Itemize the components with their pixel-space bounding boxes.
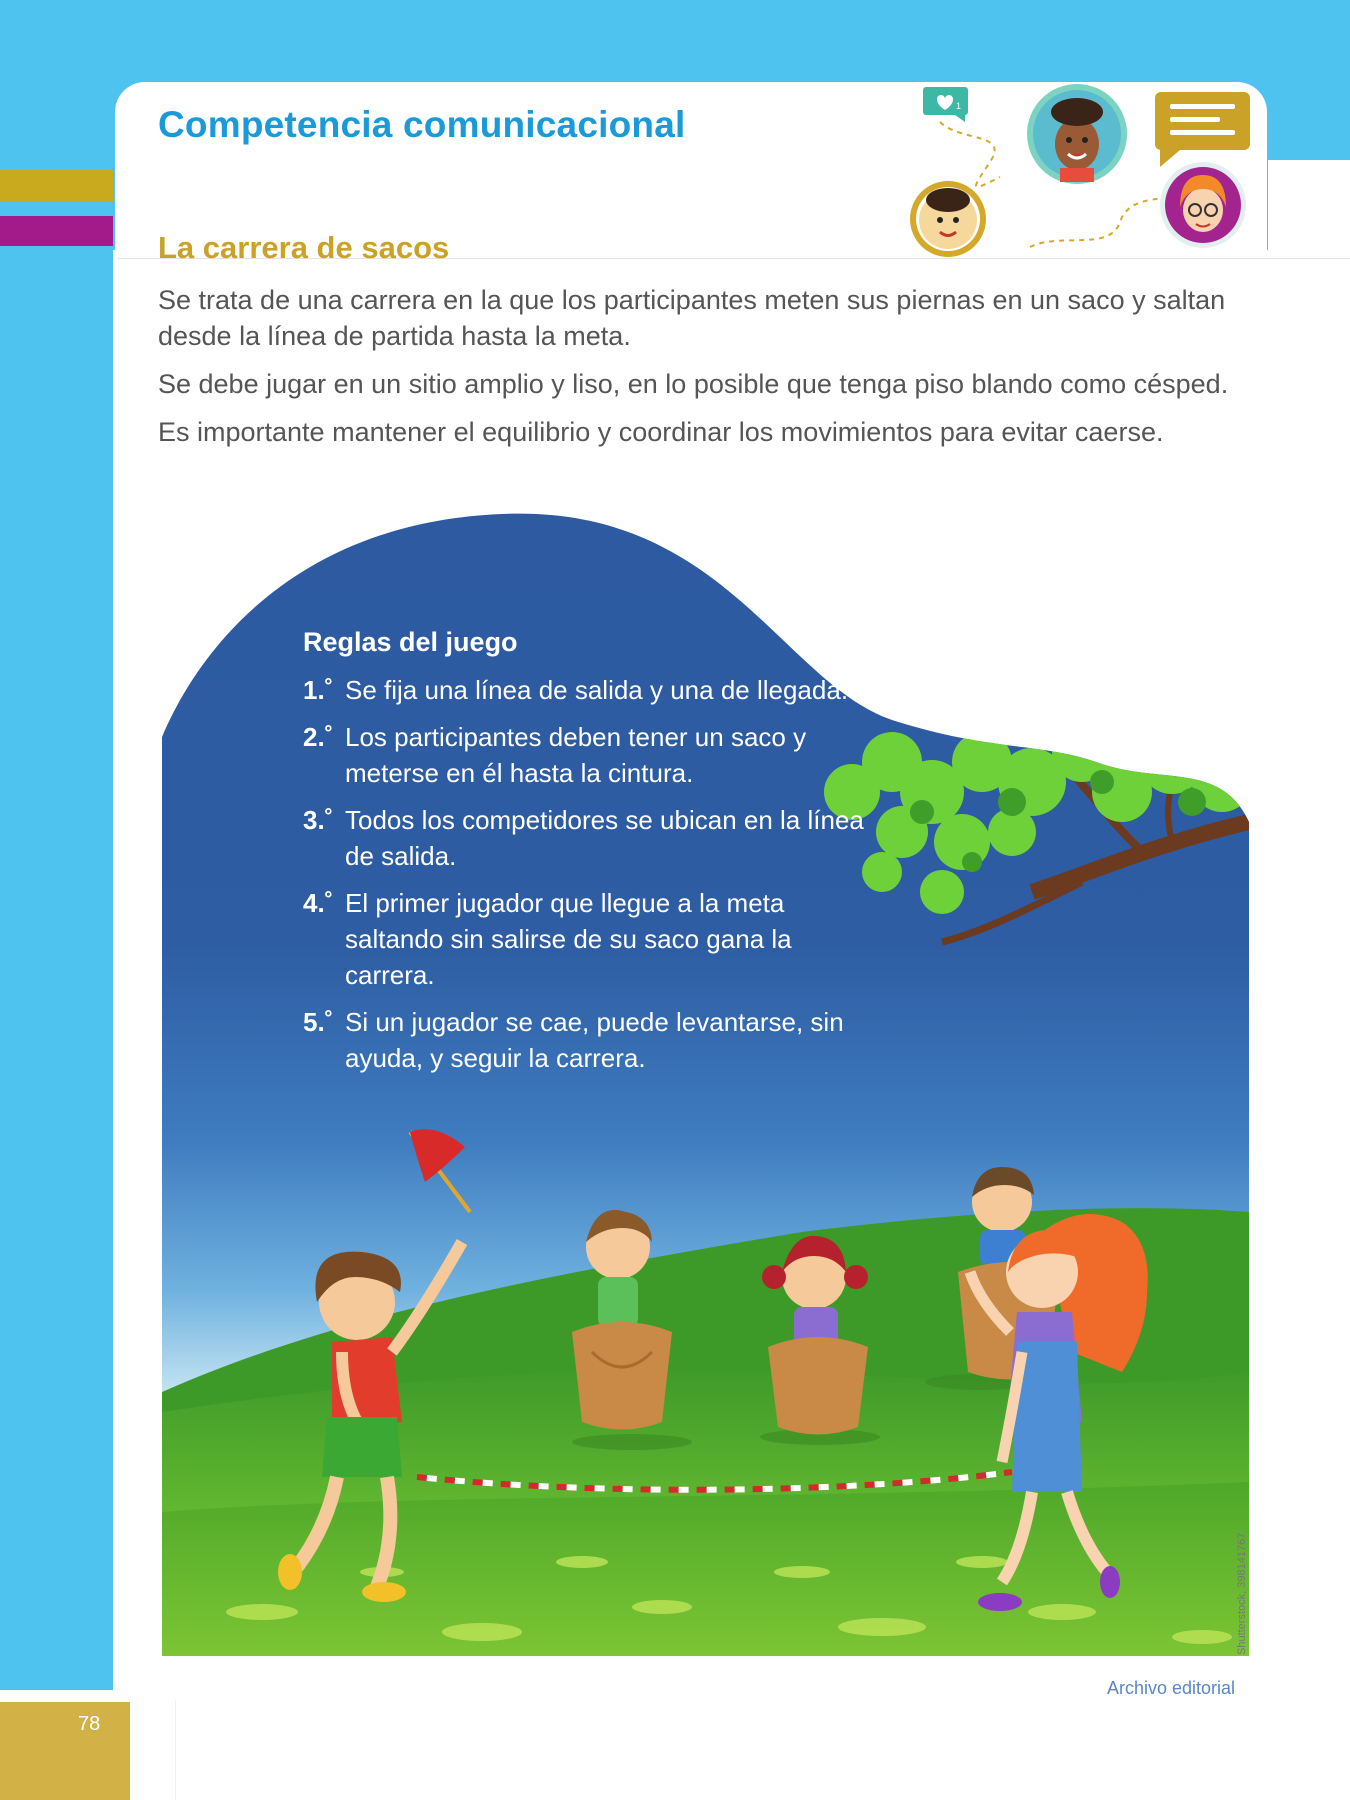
rule-number: 1.˚ xyxy=(303,675,334,705)
rules-list xyxy=(303,624,883,1087)
kid-avatar-icon xyxy=(910,181,986,257)
communication-illustration xyxy=(880,82,1260,257)
footer-credit: Archivo editorial xyxy=(1107,1678,1236,1698)
intro-paragraph: Se debe jugar en un sitio amplio y liso, en lo posible que tenga piso blando como césped. xyxy=(158,369,1229,399)
intro-paragraph: Es importante mantener el equilibrio y coordinar los movimientos para evitar caerse. xyxy=(158,417,1164,447)
kid-avatar-icon xyxy=(1027,84,1127,184)
intro-text xyxy=(158,282,1268,462)
rule-text: Si un jugador se cae, puede levantarse, sin ayuda, y seguir la carrera. xyxy=(345,1007,844,1073)
right-margin-cut xyxy=(1268,160,1350,250)
image-credit: Shutterstock, 398141767 xyxy=(1236,1532,1248,1655)
subtitle: La carrera de sacos xyxy=(158,230,450,265)
section-title: Competencia comunicacional xyxy=(158,104,686,145)
intro-paragraph: Se trata de una carrera en la que los participantes meten sus piernas en un saco y saltan desde la línea de partida hasta la meta. xyxy=(158,285,1226,351)
like-icon xyxy=(923,87,968,122)
rule-number: 2.˚ xyxy=(303,722,334,752)
svg-text:1: 1 xyxy=(956,101,962,111)
rule-number: 3.˚ xyxy=(303,805,334,835)
rule-item xyxy=(303,885,883,993)
rule-number: 4.˚ xyxy=(303,888,334,918)
rule-item xyxy=(303,719,883,791)
rule-item xyxy=(303,1004,883,1076)
left-margin-strip xyxy=(0,160,113,1690)
bottom-divider xyxy=(175,1700,176,1800)
rule-text: El primer jugador que llegue a la meta saltando sin salirse de su saco gana la carrera. xyxy=(345,888,792,990)
rule-text: Todos los competidores se ubican en la línea de salida. xyxy=(345,805,864,871)
rule-item xyxy=(303,802,883,874)
chat-bubble-icon xyxy=(1155,92,1250,167)
rule-number: 5.˚ xyxy=(303,1007,334,1037)
page-number-block xyxy=(0,1702,130,1800)
rules-title: Reglas del juego xyxy=(303,627,518,657)
magenta-tab xyxy=(0,216,113,246)
rule-item xyxy=(303,672,883,708)
rule-text: Se fija una línea de salida y una de llegada. xyxy=(345,675,849,705)
kid-avatar-icon xyxy=(1160,162,1246,248)
page-number: 78 xyxy=(78,1713,101,1735)
rule-text: Los participantes deben tener un saco y meterse en él hasta la cintura. xyxy=(345,722,807,788)
gold-tab xyxy=(0,170,113,202)
